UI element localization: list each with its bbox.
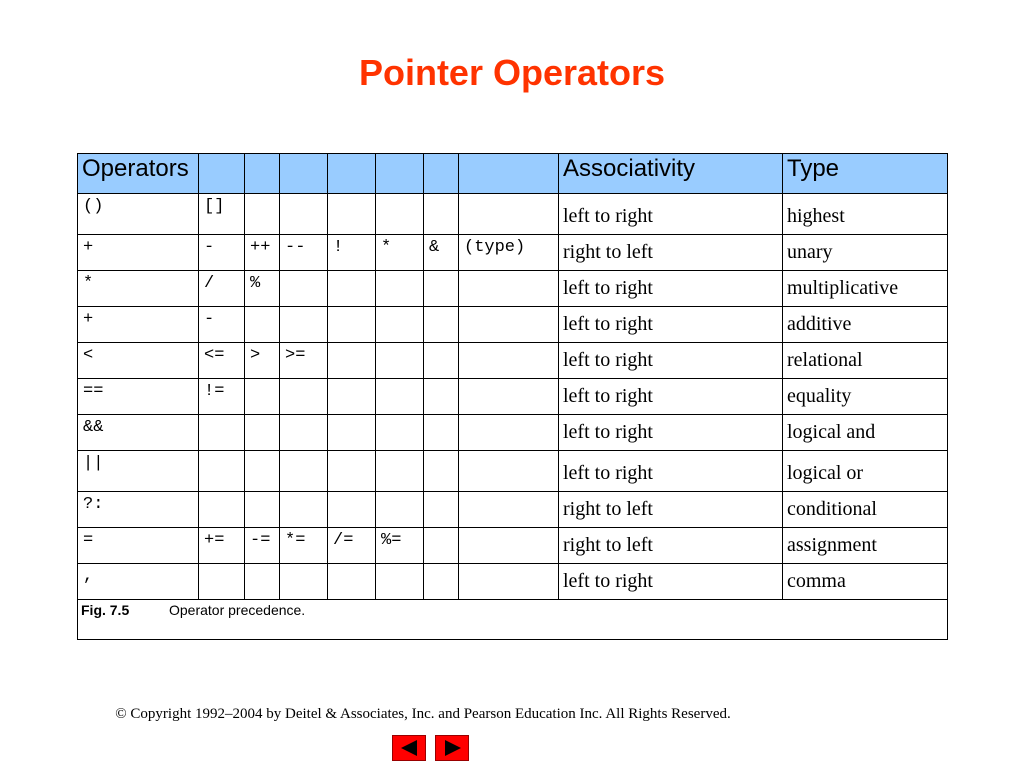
operator-cell: + <box>78 307 199 343</box>
operator-cell: /= <box>328 528 376 564</box>
operator-cell: % <box>245 271 280 307</box>
table-row <box>78 343 948 379</box>
header-blank <box>199 154 245 194</box>
previous-slide-button[interactable] <box>392 735 426 761</box>
operator-cell <box>245 564 280 600</box>
operator-cell: -- <box>280 235 328 271</box>
operator-cell: || <box>78 451 199 492</box>
operator-cell <box>459 492 559 528</box>
type-cell: unary <box>783 235 948 271</box>
operator-cell <box>459 194 559 235</box>
operator-cell: - <box>199 307 245 343</box>
header-blank <box>459 154 559 194</box>
table-row <box>78 235 948 271</box>
header-blank <box>328 154 376 194</box>
type-cell: logical and <box>783 415 948 451</box>
operator-cell: ?: <box>78 492 199 528</box>
table-row <box>78 307 948 343</box>
operator-cell: %= <box>376 528 424 564</box>
type-cell: comma <box>783 564 948 600</box>
operator-cell <box>459 564 559 600</box>
associativity-cell: left to right <box>559 271 783 307</box>
operator-cell <box>328 194 376 235</box>
header-operators: Operators <box>78 154 199 194</box>
operator-cell <box>376 194 424 235</box>
operator-cell <box>328 451 376 492</box>
header-blank <box>245 154 280 194</box>
operator-cell: <= <box>199 343 245 379</box>
left-arrow-icon <box>401 740 417 756</box>
operator-cell <box>376 415 424 451</box>
operator-cell: -= <box>245 528 280 564</box>
operator-cell: [] <box>199 194 245 235</box>
operator-cell <box>459 379 559 415</box>
operator-cell: += <box>199 528 245 564</box>
operator-cell: * <box>78 271 199 307</box>
associativity-cell: left to right <box>559 451 783 492</box>
operator-cell <box>328 307 376 343</box>
operator-cell <box>424 194 459 235</box>
operator-cell <box>459 451 559 492</box>
operator-cell <box>328 343 376 379</box>
operator-cell <box>280 451 328 492</box>
operator-cell <box>424 379 459 415</box>
operator-cell <box>376 271 424 307</box>
operator-cell: != <box>199 379 245 415</box>
operator-cell: & <box>424 235 459 271</box>
operator-cell: && <box>78 415 199 451</box>
operator-cell: + <box>78 235 199 271</box>
operator-cell <box>245 451 280 492</box>
operator-cell <box>328 564 376 600</box>
operator-cell <box>459 415 559 451</box>
associativity-cell: left to right <box>559 307 783 343</box>
operator-cell <box>459 528 559 564</box>
operator-cell <box>245 415 280 451</box>
header-blank <box>280 154 328 194</box>
header-blank <box>424 154 459 194</box>
operator-cell <box>280 492 328 528</box>
associativity-cell: left to right <box>559 343 783 379</box>
operator-cell <box>199 451 245 492</box>
figure-caption-text: Operator precedence. <box>169 602 306 618</box>
operator-cell: > <box>245 343 280 379</box>
operator-cell <box>328 492 376 528</box>
operator-cell <box>280 415 328 451</box>
operator-cell <box>245 492 280 528</box>
associativity-cell: left to right <box>559 194 783 235</box>
operator-cell <box>280 194 328 235</box>
associativity-cell: left to right <box>559 415 783 451</box>
operator-cell: () <box>78 194 199 235</box>
operator-cell <box>245 194 280 235</box>
operator-cell: *= <box>280 528 328 564</box>
operator-cell <box>280 307 328 343</box>
operator-cell <box>376 492 424 528</box>
header-blank <box>376 154 424 194</box>
type-cell: assignment <box>783 528 948 564</box>
operator-cell <box>459 307 559 343</box>
operator-cell <box>280 271 328 307</box>
table-row <box>78 271 948 307</box>
operator-cell <box>245 307 280 343</box>
figure-number: Fig. 7.5 <box>81 602 130 618</box>
operator-cell <box>199 415 245 451</box>
associativity-cell: right to left <box>559 492 783 528</box>
operator-cell <box>280 379 328 415</box>
type-cell: relational <box>783 343 948 379</box>
operator-cell <box>459 343 559 379</box>
operator-cell: >= <box>280 343 328 379</box>
operator-cell: == <box>78 379 199 415</box>
table-row <box>78 451 948 492</box>
associativity-cell: right to left <box>559 235 783 271</box>
operator-cell <box>424 415 459 451</box>
operator-cell <box>328 415 376 451</box>
operator-cell <box>376 307 424 343</box>
operator-cell <box>199 564 245 600</box>
associativity-cell: left to right <box>559 564 783 600</box>
operator-cell <box>245 379 280 415</box>
table-row <box>78 379 948 415</box>
operator-cell <box>424 492 459 528</box>
slide-title: Pointer Operators <box>358 52 666 93</box>
header-associativity: Associativity <box>559 154 783 194</box>
operator-cell <box>328 271 376 307</box>
operator-cell <box>376 343 424 379</box>
operator-cell: - <box>199 235 245 271</box>
operator-cell <box>424 307 459 343</box>
type-cell: equality <box>783 379 948 415</box>
operator-cell <box>459 271 559 307</box>
operator-cell <box>424 343 459 379</box>
right-arrow-icon <box>445 740 461 756</box>
table-header-row <box>78 154 948 194</box>
copyright-notice: © Copyright 1992–2004 by Deitel & Associates, Inc. and Pearson Education Inc. All Rights Reserved. <box>115 706 731 722</box>
type-cell: additive <box>783 307 948 343</box>
table-row <box>78 492 948 528</box>
operator-cell: < <box>78 343 199 379</box>
operator-cell <box>424 528 459 564</box>
caption-row <box>78 600 948 640</box>
operator-cell <box>280 564 328 600</box>
operator-cell <box>328 379 376 415</box>
operator-cell: * <box>376 235 424 271</box>
operator-cell <box>199 492 245 528</box>
table-row <box>78 194 948 235</box>
type-cell: logical or <box>783 451 948 492</box>
table-row <box>78 564 948 600</box>
associativity-cell: left to right <box>559 379 783 415</box>
operator-cell: / <box>199 271 245 307</box>
operator-cell: , <box>78 564 199 600</box>
operator-cell <box>376 451 424 492</box>
type-cell: highest <box>783 194 948 235</box>
table-row <box>78 528 948 564</box>
operator-cell <box>376 564 424 600</box>
operator-cell <box>376 379 424 415</box>
operator-cell <box>424 564 459 600</box>
operator-cell: (type) <box>459 235 559 271</box>
operator-cell <box>424 271 459 307</box>
type-cell: multiplicative <box>783 271 948 307</box>
table-row <box>78 415 948 451</box>
operator-precedence-table <box>77 153 948 640</box>
figure-caption <box>78 600 948 640</box>
operator-cell: ! <box>328 235 376 271</box>
operator-cell: ++ <box>245 235 280 271</box>
operator-cell <box>424 451 459 492</box>
associativity-cell: right to left <box>559 528 783 564</box>
type-cell: conditional <box>783 492 948 528</box>
operator-cell: = <box>78 528 199 564</box>
next-slide-button[interactable] <box>435 735 469 761</box>
header-type: Type <box>783 154 948 194</box>
